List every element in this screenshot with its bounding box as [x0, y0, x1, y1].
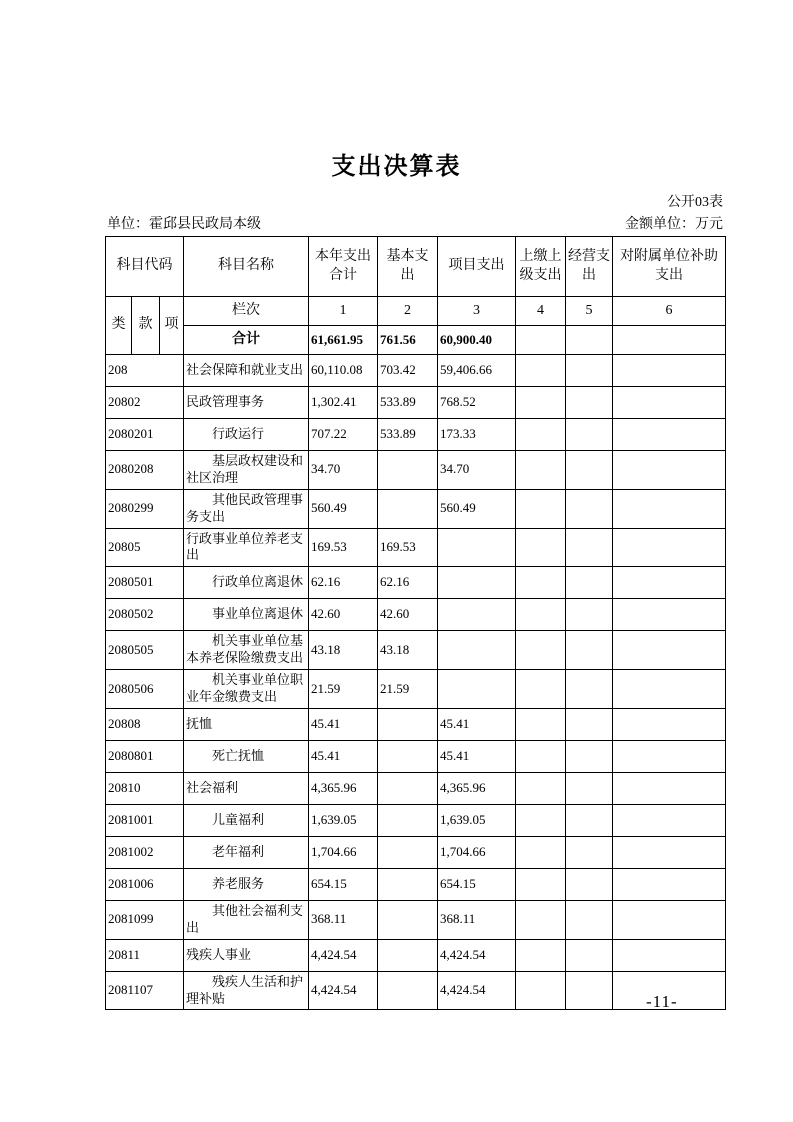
basic-cell: 533.89 — [378, 387, 438, 419]
name-cell: 残疾人事业 — [184, 939, 309, 971]
total-row-upper — [516, 326, 566, 355]
table-row — [106, 567, 726, 599]
upper-cell — [516, 528, 566, 567]
project-cell: 173.33 — [438, 419, 516, 451]
project-cell: 34.70 — [438, 451, 516, 490]
table-row — [106, 868, 726, 900]
operating-cell — [566, 599, 613, 631]
total-cell: 560.49 — [309, 489, 378, 528]
table-row — [106, 939, 726, 971]
total-cell: 1,302.41 — [309, 387, 378, 419]
basic-cell — [378, 939, 438, 971]
subsidy-cell — [613, 451, 726, 490]
subsidy-cell — [613, 804, 726, 836]
upper-cell — [516, 355, 566, 387]
code-cell: 2080505 — [106, 631, 184, 670]
header-col-number-1: 1 — [309, 297, 378, 326]
name-cell: 行政单位离退休 — [184, 567, 309, 599]
operating-cell — [566, 740, 613, 772]
upper-cell — [516, 670, 566, 709]
project-cell: 4,424.54 — [438, 971, 516, 1010]
operating-cell — [566, 971, 613, 1010]
header-col-total: 本年支出合计 — [309, 237, 378, 297]
table-row — [106, 599, 726, 631]
subsidy-cell — [613, 387, 726, 419]
basic-cell: 43.18 — [378, 631, 438, 670]
header-col-operating: 经营支出 — [566, 237, 613, 297]
name-cell: 儿童福利 — [184, 804, 309, 836]
upper-cell — [516, 451, 566, 490]
total-row-total: 61,661.95 — [309, 326, 378, 355]
basic-cell — [378, 451, 438, 490]
subsidy-cell — [613, 772, 726, 804]
basic-cell — [378, 804, 438, 836]
code-cell: 2081107 — [106, 971, 184, 1010]
subsidy-cell — [613, 355, 726, 387]
header-col-subsidy: 对附属单位补助支出 — [613, 237, 726, 297]
name-cell: 行政运行 — [184, 419, 309, 451]
table-row — [106, 419, 726, 451]
header-col-project: 项目支出 — [438, 237, 516, 297]
subsidy-cell — [613, 939, 726, 971]
upper-cell — [516, 599, 566, 631]
unit-line — [107, 213, 723, 233]
header-subject-name: 科目名称 — [184, 237, 309, 297]
operating-cell — [566, 419, 613, 451]
basic-cell: 169.53 — [378, 528, 438, 567]
header-code-kuan: 款 — [132, 297, 160, 355]
subsidy-cell — [613, 868, 726, 900]
basic-cell: 21.59 — [378, 670, 438, 709]
total-cell: 1,639.05 — [309, 804, 378, 836]
name-cell: 基层政权建设和社区治理 — [184, 451, 309, 490]
upper-cell — [516, 971, 566, 1010]
table-row — [106, 740, 726, 772]
subsidy-cell — [613, 670, 726, 709]
total-cell: 45.41 — [309, 708, 378, 740]
code-cell: 20802 — [106, 387, 184, 419]
operating-cell — [566, 489, 613, 528]
project-cell — [438, 528, 516, 567]
header-col-number-3: 3 — [438, 297, 516, 326]
table-row — [106, 451, 726, 490]
code-cell: 2080201 — [106, 419, 184, 451]
upper-cell — [516, 836, 566, 868]
code-cell: 2080501 — [106, 567, 184, 599]
operating-cell — [566, 939, 613, 971]
project-cell — [438, 631, 516, 670]
header-col-number-4: 4 — [516, 297, 566, 326]
name-cell: 行政事业单位养老支出 — [184, 528, 309, 567]
operating-cell — [566, 355, 613, 387]
total-cell: 45.41 — [309, 740, 378, 772]
code-cell: 2081006 — [106, 868, 184, 900]
upper-cell — [516, 387, 566, 419]
table-row — [106, 489, 726, 528]
operating-cell — [566, 804, 613, 836]
total-cell: 4,424.54 — [309, 971, 378, 1010]
unit-label: 单位：霍邱县民政局本级 — [107, 217, 261, 232]
total-cell: 60,110.08 — [309, 355, 378, 387]
table-row — [106, 772, 726, 804]
subsidy-cell — [613, 631, 726, 670]
project-cell: 1,704.66 — [438, 836, 516, 868]
project-cell: 654.15 — [438, 868, 516, 900]
public-table-label: 公开03表 — [667, 195, 723, 210]
code-cell: 2080299 — [106, 489, 184, 528]
code-cell: 2081002 — [106, 836, 184, 868]
header-col-number-5: 5 — [566, 297, 613, 326]
total-row-operating — [566, 326, 613, 355]
upper-cell — [516, 939, 566, 971]
operating-cell — [566, 631, 613, 670]
basic-cell — [378, 489, 438, 528]
total-cell: 62.16 — [309, 567, 378, 599]
page-number: -11- — [646, 992, 678, 1011]
total-cell: 654.15 — [309, 868, 378, 900]
name-cell: 养老服务 — [184, 868, 309, 900]
project-cell: 4,424.54 — [438, 939, 516, 971]
code-cell: 2080801 — [106, 740, 184, 772]
header-code-xiang: 项 — [160, 297, 184, 355]
subsidy-cell — [613, 528, 726, 567]
subsidy-cell — [613, 489, 726, 528]
name-cell: 老年福利 — [184, 836, 309, 868]
table-row — [106, 804, 726, 836]
operating-cell — [566, 528, 613, 567]
total-cell: 368.11 — [309, 900, 378, 939]
code-cell: 2081001 — [106, 804, 184, 836]
upper-cell — [516, 567, 566, 599]
header-subject-code: 科目代码 — [106, 237, 184, 297]
header-col-basic: 基本支出 — [378, 237, 438, 297]
operating-cell — [566, 868, 613, 900]
table-row — [106, 528, 726, 567]
table-row — [106, 708, 726, 740]
name-cell: 其他民政管理事务支出 — [184, 489, 309, 528]
upper-cell — [516, 631, 566, 670]
header-row-index-label: 栏次 — [184, 297, 309, 326]
basic-cell: 62.16 — [378, 567, 438, 599]
project-cell: 45.41 — [438, 740, 516, 772]
upper-cell — [516, 419, 566, 451]
operating-cell — [566, 900, 613, 939]
code-cell: 2080506 — [106, 670, 184, 709]
header-col-upper: 上缴上级支出 — [516, 237, 566, 297]
upper-cell — [516, 772, 566, 804]
name-cell: 其他社会福利支出 — [184, 900, 309, 939]
basic-cell — [378, 772, 438, 804]
operating-cell — [566, 772, 613, 804]
subsidy-cell — [613, 419, 726, 451]
header-row-2 — [106, 297, 726, 326]
name-cell: 机关事业单位基本养老保险缴费支出 — [184, 631, 309, 670]
project-cell: 59,406.66 — [438, 355, 516, 387]
subsidy-cell — [613, 599, 726, 631]
basic-cell — [378, 900, 438, 939]
upper-cell — [516, 900, 566, 939]
name-cell: 社会保障和就业支出 — [184, 355, 309, 387]
name-cell: 民政管理事务 — [184, 387, 309, 419]
total-cell: 169.53 — [309, 528, 378, 567]
project-cell: 368.11 — [438, 900, 516, 939]
total-cell: 4,365.96 — [309, 772, 378, 804]
upper-cell — [516, 489, 566, 528]
total-cell: 34.70 — [309, 451, 378, 490]
header-row-1 — [106, 237, 726, 297]
table-row — [106, 387, 726, 419]
total-cell: 1,704.66 — [309, 836, 378, 868]
code-cell: 20810 — [106, 772, 184, 804]
code-cell: 20808 — [106, 708, 184, 740]
code-cell: 2080502 — [106, 599, 184, 631]
total-cell: 707.22 — [309, 419, 378, 451]
name-cell: 死亡抚恤 — [184, 740, 309, 772]
subsidy-cell — [613, 567, 726, 599]
operating-cell — [566, 567, 613, 599]
table-body — [106, 355, 726, 1010]
code-cell: 20805 — [106, 528, 184, 567]
total-row-project: 60,900.40 — [438, 326, 516, 355]
project-cell: 45.41 — [438, 708, 516, 740]
project-cell: 1,639.05 — [438, 804, 516, 836]
header-code-lei: 类 — [106, 297, 132, 355]
amount-unit-label: 金额单位：万元 — [625, 217, 723, 232]
subsidy-cell — [613, 708, 726, 740]
code-cell: 20811 — [106, 939, 184, 971]
table-row — [106, 836, 726, 868]
project-cell: 560.49 — [438, 489, 516, 528]
operating-cell — [566, 836, 613, 868]
operating-cell — [566, 708, 613, 740]
upper-cell — [516, 740, 566, 772]
name-cell: 社会福利 — [184, 772, 309, 804]
subsidy-cell — [613, 900, 726, 939]
operating-cell — [566, 387, 613, 419]
subsidy-cell — [613, 740, 726, 772]
header-col-number-6: 6 — [613, 297, 726, 326]
total-row — [106, 326, 726, 355]
upper-cell — [516, 804, 566, 836]
project-cell — [438, 599, 516, 631]
total-cell: 4,424.54 — [309, 939, 378, 971]
name-cell: 事业单位离退休 — [184, 599, 309, 631]
code-cell: 208 — [106, 355, 184, 387]
total-cell: 21.59 — [309, 670, 378, 709]
basic-cell: 703.42 — [378, 355, 438, 387]
basic-cell — [378, 740, 438, 772]
code-cell: 2080208 — [106, 451, 184, 490]
operating-cell — [566, 451, 613, 490]
total-row-subsidy — [613, 326, 726, 355]
table-row — [106, 971, 726, 1010]
basic-cell — [378, 836, 438, 868]
table-row — [106, 355, 726, 387]
upper-cell — [516, 708, 566, 740]
header-col-number-2: 2 — [378, 297, 438, 326]
subsidy-cell — [613, 836, 726, 868]
name-cell: 抚恤 — [184, 708, 309, 740]
project-cell: 4,365.96 — [438, 772, 516, 804]
total-cell: 42.60 — [309, 599, 378, 631]
project-cell — [438, 670, 516, 709]
expenditure-table — [105, 236, 726, 1010]
basic-cell: 42.60 — [378, 599, 438, 631]
basic-cell: 533.89 — [378, 419, 438, 451]
name-cell: 残疾人生活和护理补贴 — [184, 971, 309, 1010]
name-cell: 机关事业单位职业年金缴费支出 — [184, 670, 309, 709]
total-row-basic: 761.56 — [378, 326, 438, 355]
project-cell: 768.52 — [438, 387, 516, 419]
table-row — [106, 900, 726, 939]
table-row — [106, 670, 726, 709]
basic-cell — [378, 971, 438, 1010]
page-title: 支出决算表 — [331, 154, 462, 180]
table-row — [106, 631, 726, 670]
project-cell — [438, 567, 516, 599]
operating-cell — [566, 670, 613, 709]
upper-cell — [516, 868, 566, 900]
total-cell: 43.18 — [309, 631, 378, 670]
total-row-label: 合计 — [184, 326, 309, 355]
basic-cell — [378, 708, 438, 740]
code-cell: 2081099 — [106, 900, 184, 939]
basic-cell — [378, 868, 438, 900]
